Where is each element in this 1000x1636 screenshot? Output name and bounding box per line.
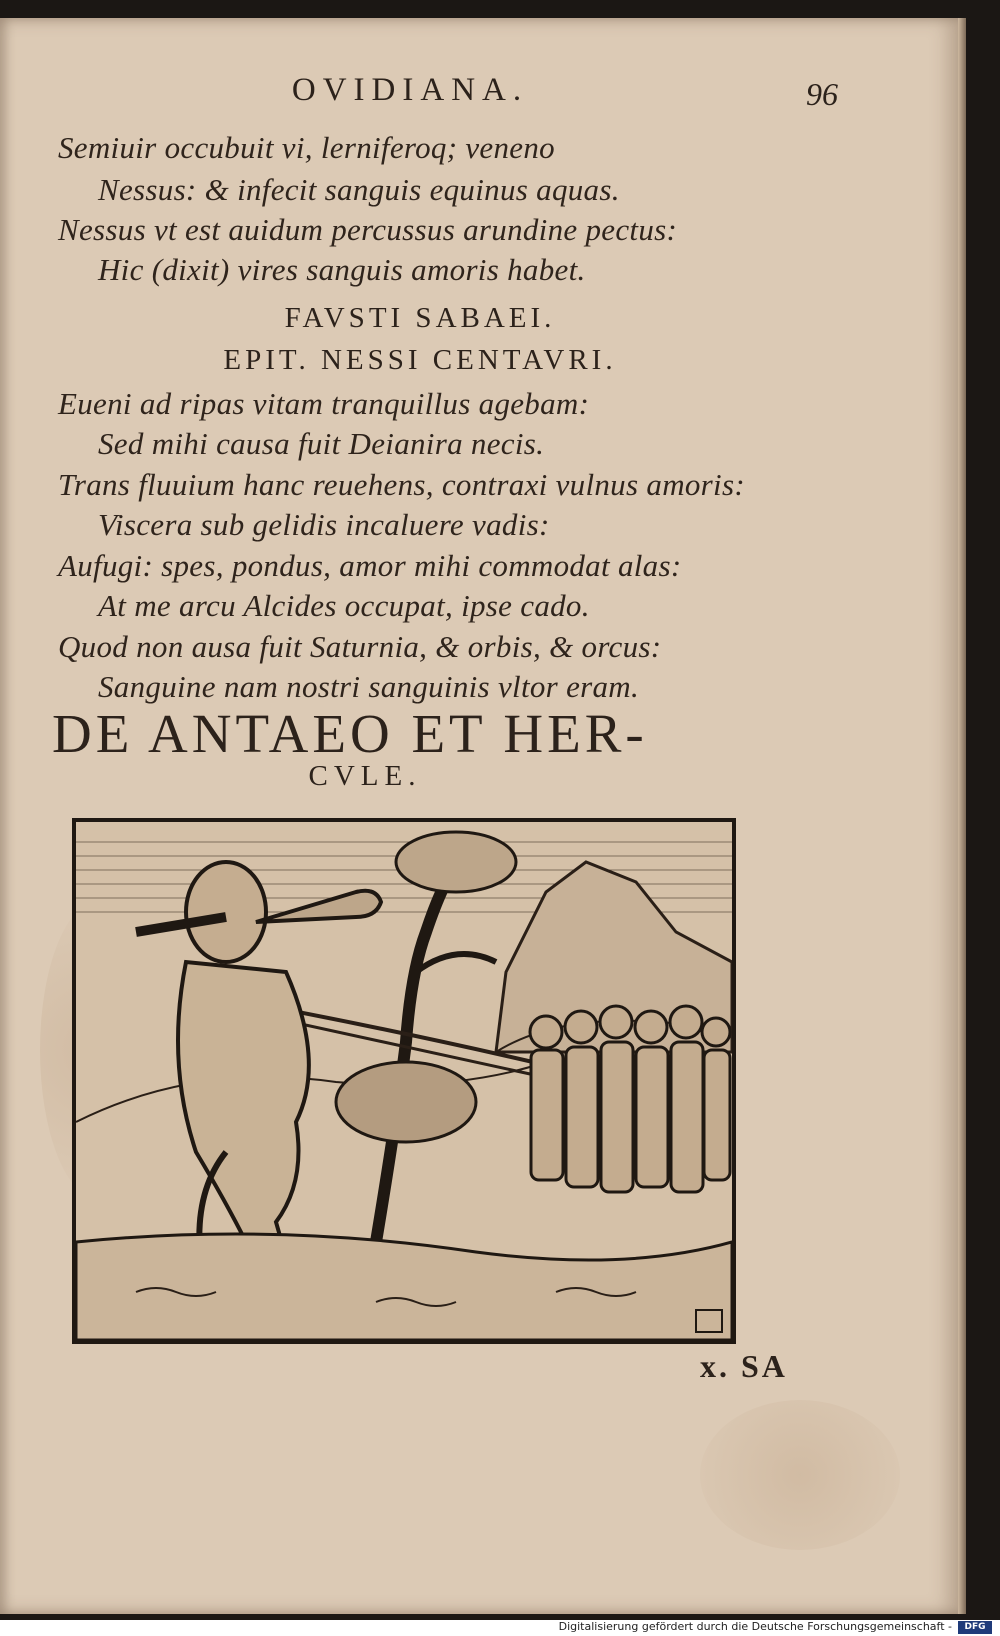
verse-line: Trans fluuium hanc reuehens, contraxi vulnus amoris: [58,467,745,502]
page-edge [958,18,966,1614]
verse-line: Quod non ausa fuit Saturnia, & orbis, & orcus: [58,629,662,664]
woodcut-illustration [72,818,736,1344]
catchword: x. SA [700,1348,788,1384]
verse-line: Hic (dixit) vires sanguis amoris habet. [98,252,586,287]
verse-line: Aufugi: spes, pondus, amor mihi commodat alas: [58,548,682,583]
verse-line: Nessus: & infecit sanguis equinus aquas. [98,172,620,207]
epitaph-heading: EPIT. NESSI CENTAVRI. [223,344,617,376]
woodcut-hercules-antaeus [76,822,732,1340]
dfg-logo: DFG [958,1621,992,1634]
verse-line: Nessus vt est auidum percussus arundine pectus: [58,212,678,247]
author-heading: FAVSTI SABAEI. [284,302,556,334]
verse-line: Eueni ad ripas vitam tranquillus agebam: [58,386,590,421]
section-title: DE ANTAEO ET HER- [52,703,648,764]
page-number: 96 [806,76,838,112]
section-title-continuation: CVLE. [308,760,422,792]
paper-stain [700,1400,900,1550]
funding-credit: Digitalisierung gefördert durch die Deutsche Forschungsgemeinschaft - [558,1620,952,1633]
running-title: OVIDIANA. [291,72,529,108]
verse-line: At me arcu Alcides occupat, ipse cado. [98,588,590,623]
verse-line: Semiuir occubuit vi, lerniferoq; veneno [58,130,555,165]
verse-line: Viscera sub gelidis incaluere vadis: [98,507,550,542]
verse-line: Sed mihi causa fuit Deianira necis. [98,426,545,461]
verse-line: Sanguine nam nostri sanguinis vltor eram. [98,669,640,704]
